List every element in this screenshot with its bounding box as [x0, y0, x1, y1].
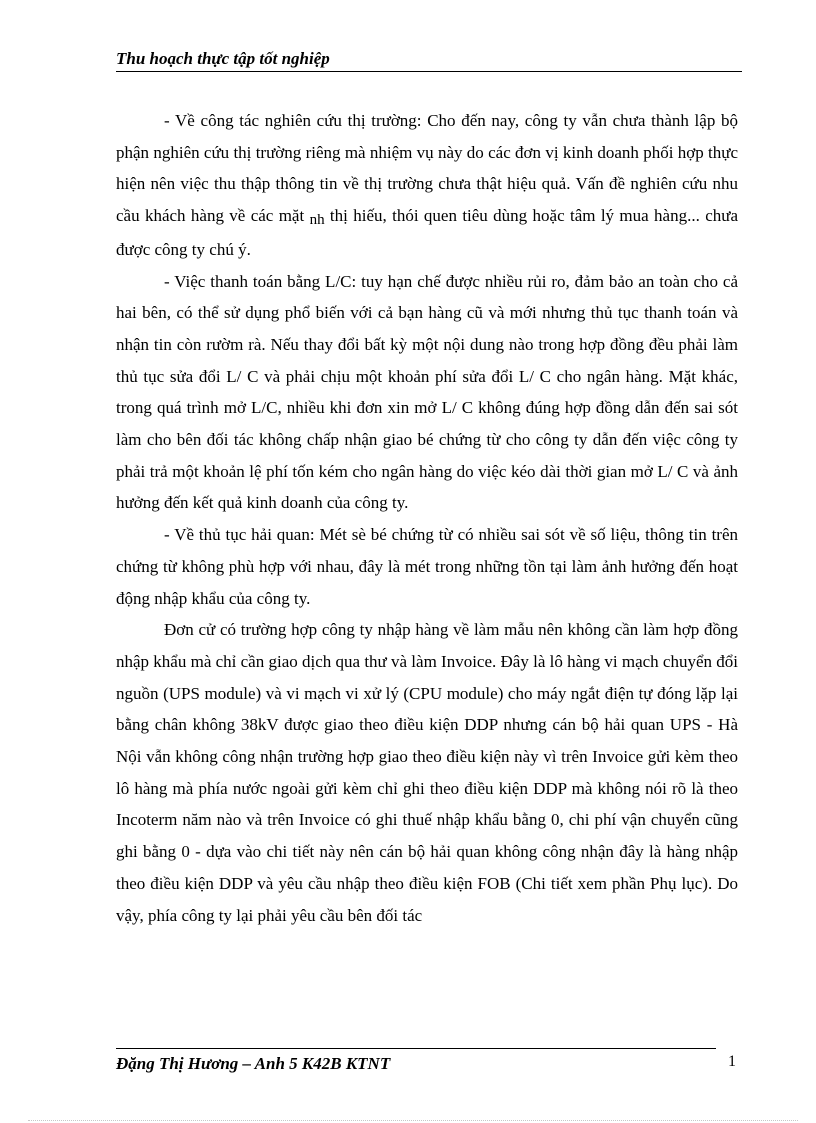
paragraph-market-research-part1: - Về công tác nghiên cứu thị trường: Cho đến nay, công ty vẫn chưa thành lập bộ phận nghiên cứu thị trường riêng mà nhiệm vụ này do các đơn vị kinh doanh phối hợp thực hiện nên việc thu thập thông tin về thị trường chưa thật hiệu quả. Vấn đề nghiên cứu nhu cầu khách hàng về các mặt — [116, 111, 738, 226]
footer-author: Đặng Thị Hương – Anh 5 K42B KTNT — [116, 1054, 391, 1073]
footer-divider — [116, 1048, 716, 1049]
paragraph-lc-payment: - Việc thanh toán bằng L/C: tuy hạn chế được nhiều rủi ro, đảm bảo an toàn cho cả hai bên, có thể sử dụng phổ biến với cả bạn hàng cũ và mới nhưng thủ tục thanh toán và nhận tin còn rườm rà. Nếu thay đổi bất kỳ một nội dung nào trong hợp đồng đều phải làm thủ tục sửa đổi L/ C và phải chịu một khoản phí sửa đổi L/ C cho ngân hàng. Mặt khác, trong quá trình mở L/C, nhiều khi đơn xin mở L/ C không đúng hợp đồng dẫn đến sai sót làm cho bên đối tác không chấp nhận giao bé chứng từ cho công ty dẫn đến việc công ty phải trả một khoản lệ phí tốn kém cho ngân hàng do việc kéo dài thời gian mở L/ C và ảnh hưởng đến kết quả kinh doanh của công ty. — [116, 271, 738, 513]
paragraph-case-example: Đơn cử có trường hợp công ty nhập hàng về làm mẫu nên không cần làm hợp đồng nhập khẩu mà chỉ cần giao dịch qua thư và làm Invoice. Đây là lô hàng vi mạch chuyển đổi nguồn (UPS module) và vi mạch vi xử lý (CPU module) cho máy ngắt điện tự đóng lặp lại bằng chân không 38kV được giao theo điều kiện DDP nhưng cán bộ hải quan UPS - Hà Nội vẫn không công nhận trường hợp giao theo điều kiện này vì trên Invoice gửi kèm theo lô hàng mà phía nước ngoài gửi kèm chỉ ghi theo điều kiện DDP mà không nói rõ là theo Incoterm năm nào và trên Invoice có ghi thuế nhập khẩu bằng 0, chi phí vận chuyển cũng ghi bằng 0 - dựa vào chi tiết này nên cán bộ hải quan không công nhận đây là hàng nhập theo điều kiện DDP và yêu cầu nhập theo điều kiện FOB (Chi tiết xem phần Phụ lục). Do vậy, phía công ty lại phải yêu cầu bên đối tác — [116, 620, 738, 925]
header-divider — [116, 71, 742, 72]
body-text — [116, 105, 738, 931]
stray-text-fragment: nh — [309, 212, 325, 229]
bottom-dotted-border — [28, 1120, 798, 1121]
paragraph-customs-procedure: - Về thủ tục hải quan: Mét sè bé chứng từ có nhiều sai sót về số liệu, thông tin trên chứng từ không phù hợp với nhau, đây là mét trong những tồn tại làm ảnh hưởng đến hoạt động nhập khẩu của công ty. — [116, 525, 738, 608]
page-number: 1 — [728, 1053, 736, 1070]
paragraph-market-research — [116, 105, 738, 266]
paragraph-market-research-part2: thị hiếu, thói quen tiêu dùng hoặc tâm lý mua hàng... chưa được công ty chú ý. — [116, 206, 738, 259]
header-title: Thu hoạch thực tập tốt nghiệp — [116, 49, 330, 68]
